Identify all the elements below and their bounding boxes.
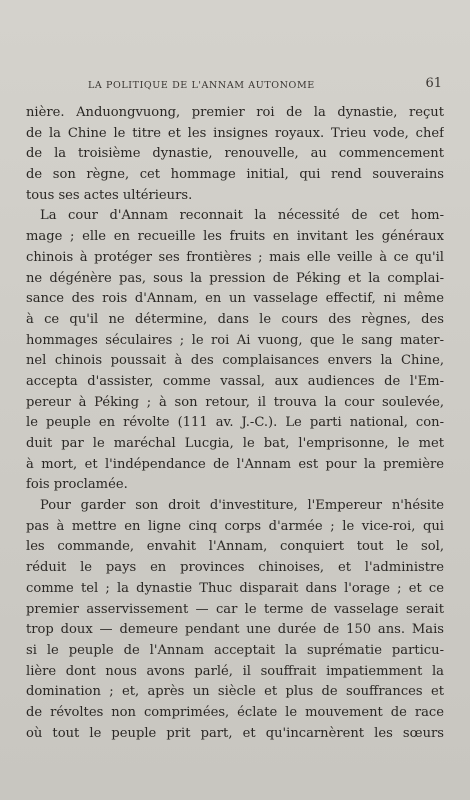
text-line: lière dont nous avons parlé, il souffrait impatiemment la [26, 663, 444, 679]
text-line: le peuple en révolte (111 av. J.-C.). Le parti national, con- [26, 415, 444, 431]
text-line: les commande, envahit l'Annam, conquiert tout le sol, [26, 539, 444, 555]
text-line: fois proclamée. [26, 477, 128, 493]
text-line: à mort, et l'indépendance de l'Annam est pour la première [26, 456, 444, 472]
text-line: de la troisième dynastie, renouvelle, au commencement [26, 146, 444, 162]
text-line: Pour garder son droit d'investiture, l'Empereur n'hésite [40, 498, 444, 514]
text-line: pereur à Péking ; à son retour, il trouva la cour soulevée, [26, 394, 444, 410]
text-line: à ce qu'il ne détermine, dans le cours des règnes, des [26, 311, 444, 327]
text-line: trop doux — demeure pendant une durée de 150 ans. Mais [26, 622, 444, 638]
text-line: nel chinois poussait à des complaisances envers la Chine, [26, 353, 444, 369]
running-title: LA POLITIQUE DE L'ANNAM AUTONOME [88, 80, 315, 91]
running-head [78, 78, 442, 98]
text-line: chinois à protéger ses frontières ; mais elle veille à ce qu'il [26, 249, 444, 265]
text-line: de révoltes non comprimées, éclate le mouvement de race [26, 704, 444, 720]
text-line: premier asservissement — car le terme de vasselage serait [26, 601, 444, 617]
text-line: tous ses actes ultérieurs. [26, 187, 193, 203]
text-line: comme tel ; la dynastie Thuc disparait dans l'orage ; et ce [26, 580, 444, 596]
text-line: duit par le maréchal Lucgia, le bat, l'emprisonne, le met [26, 436, 444, 451]
body-text [26, 103, 444, 744]
text-line: mage ; elle en recueille les fruits en invitant les généraux [26, 229, 444, 245]
page-number: 61 [425, 76, 442, 91]
text-line: domination ; et, après un siècle et plus de souffrances et [26, 684, 444, 700]
text-line: où tout le peuple prit part, et qu'incarnèrent les sœurs [26, 725, 444, 741]
text-line: de la Chine le titre et les insignes royaux. Trieu vode, chef [26, 125, 444, 141]
text-line: pas à mettre en ligne cinq corps d'armée ; le vice-roi, qui [26, 518, 444, 534]
text-line: accepta d'assister, comme vassal, aux audiences de l'Em- [26, 373, 444, 389]
text-line: hommages séculaires ; le roi Ai vuong, que le sang mater- [26, 332, 444, 348]
text-line: La cour d'Annam reconnait la nécessité de cet hom- [40, 208, 444, 224]
text-line: de son règne, cet hommage initial, qui rend souverains [26, 167, 444, 183]
text-line: réduit le pays en provinces chinoises, et l'administre [26, 560, 444, 576]
text-line: si le peuple de l'Annam acceptait la suprématie particu- [26, 642, 444, 658]
text-line: sance des rois d'Annam, en un vasselage effectif, ni même [26, 291, 444, 307]
text-line: ne dégénère pas, sous la pression de Péking et la complai- [26, 270, 444, 286]
text-line: nière. Anduongvuong, premier roi de la dynastie, reçut [26, 105, 444, 120]
